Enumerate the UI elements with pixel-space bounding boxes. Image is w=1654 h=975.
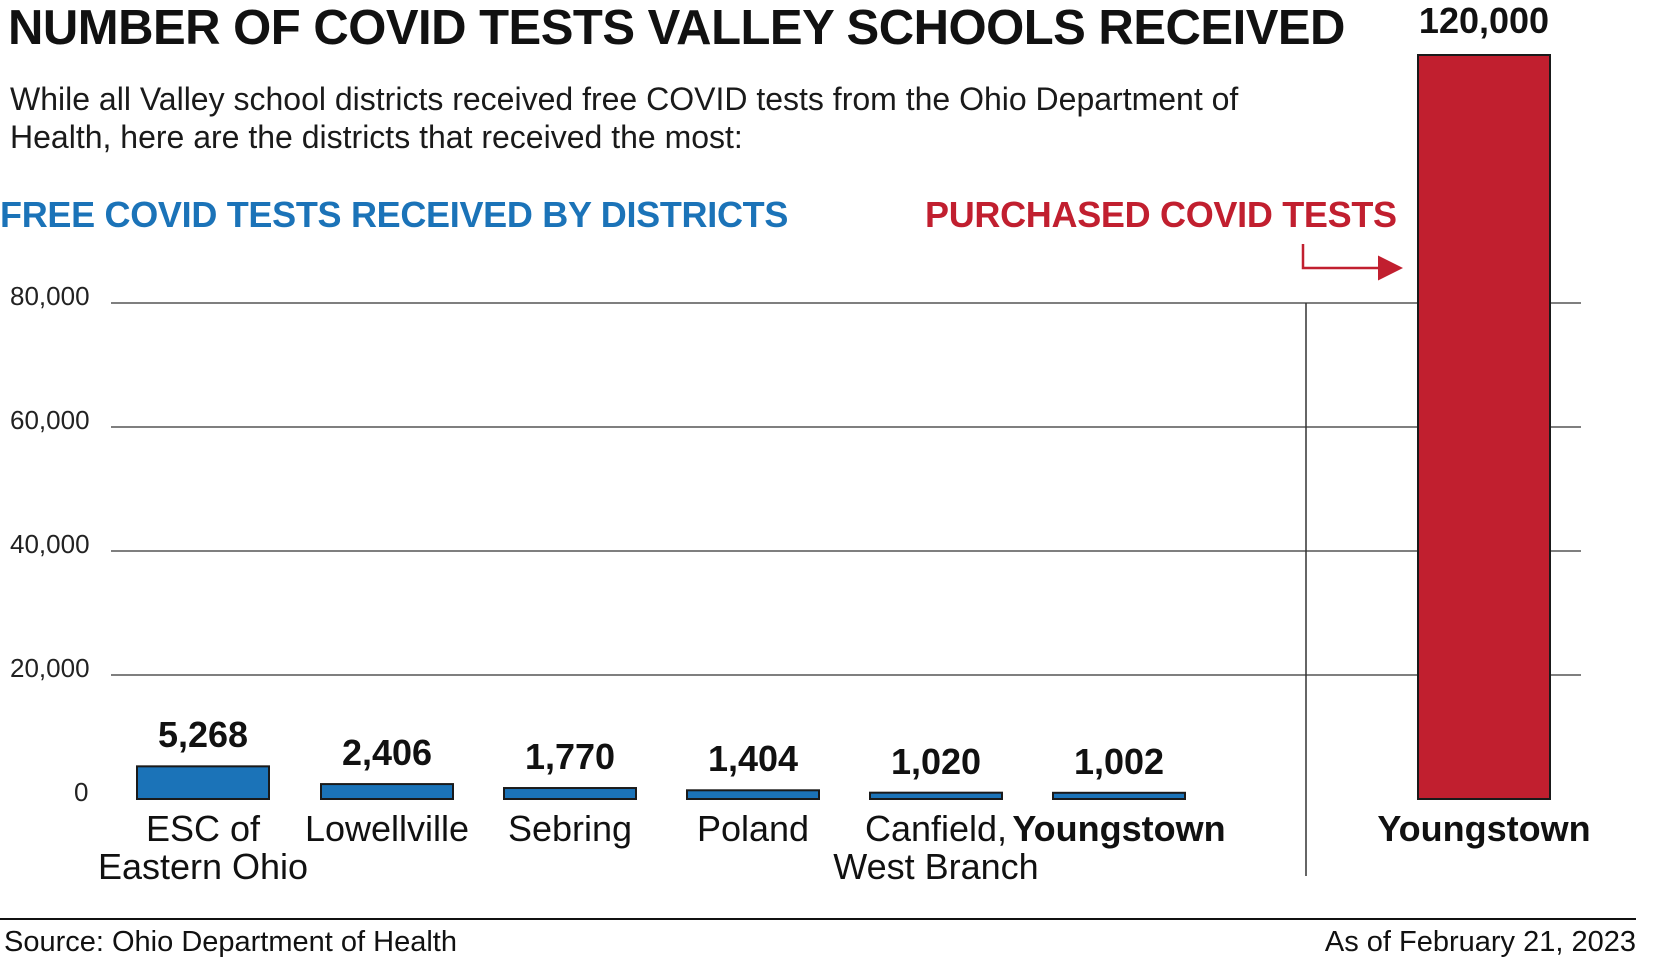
category-label-line: Canfield,: [864, 808, 1008, 849]
category-label-line: Eastern Ohio: [97, 846, 309, 887]
footer-rule: [0, 918, 1636, 920]
chart-title: NUMBER OF COVID TESTS VALLEY SCHOOLS RECEIVED: [8, 1, 1345, 55]
value-label: 1,002: [1073, 740, 1165, 782]
value-label: 1,770: [524, 736, 616, 778]
category-label-line: Sebring: [507, 808, 633, 849]
bar-purchased: [1418, 55, 1550, 799]
as-of-date: As of February 21, 2023: [1324, 926, 1636, 958]
value-label: 1,404: [707, 738, 799, 780]
y-tick-label: 20,000: [10, 653, 90, 683]
chart-subtitle: While all Valley school districts received free COVID tests from the Ohio Department of Health, here are the districts that received the most:: [10, 81, 1239, 155]
bar-free: [504, 788, 636, 799]
value-label: 5,268: [157, 714, 249, 756]
category-label-line: Lowellville: [304, 808, 470, 849]
category-label-line: ESC of: [145, 808, 261, 849]
y-tick-label: 80,000: [10, 281, 90, 311]
y-tick-label: 60,000: [10, 405, 90, 435]
value-label: 2,406: [341, 732, 433, 774]
y-tick-label: 40,000: [10, 529, 90, 559]
source-note: Source: Ohio Department of Health: [4, 926, 457, 958]
gridlines: [111, 303, 1581, 675]
free-tests-heading: FREE COVID TESTS RECEIVED BY DISTRICTS: [0, 194, 789, 235]
purchased-tests-heading: PURCHASED COVID TESTS: [925, 194, 1397, 235]
purchased-arrow-icon: [1303, 244, 1398, 268]
bar-free: [870, 793, 1002, 799]
bar-free: [321, 784, 453, 799]
category-label-line: Poland: [696, 808, 810, 849]
value-label: 1,020: [890, 740, 982, 782]
bar-free: [1053, 793, 1185, 799]
category-label-line: Youngstown: [1012, 808, 1226, 849]
y-tick-label: 0: [74, 777, 89, 807]
category-label-line: Youngstown: [1377, 808, 1591, 849]
bar-free: [687, 790, 819, 799]
category-label-line: West Branch: [833, 846, 1039, 887]
value-label: 120,000: [1418, 0, 1550, 41]
bar-free: [137, 766, 269, 799]
